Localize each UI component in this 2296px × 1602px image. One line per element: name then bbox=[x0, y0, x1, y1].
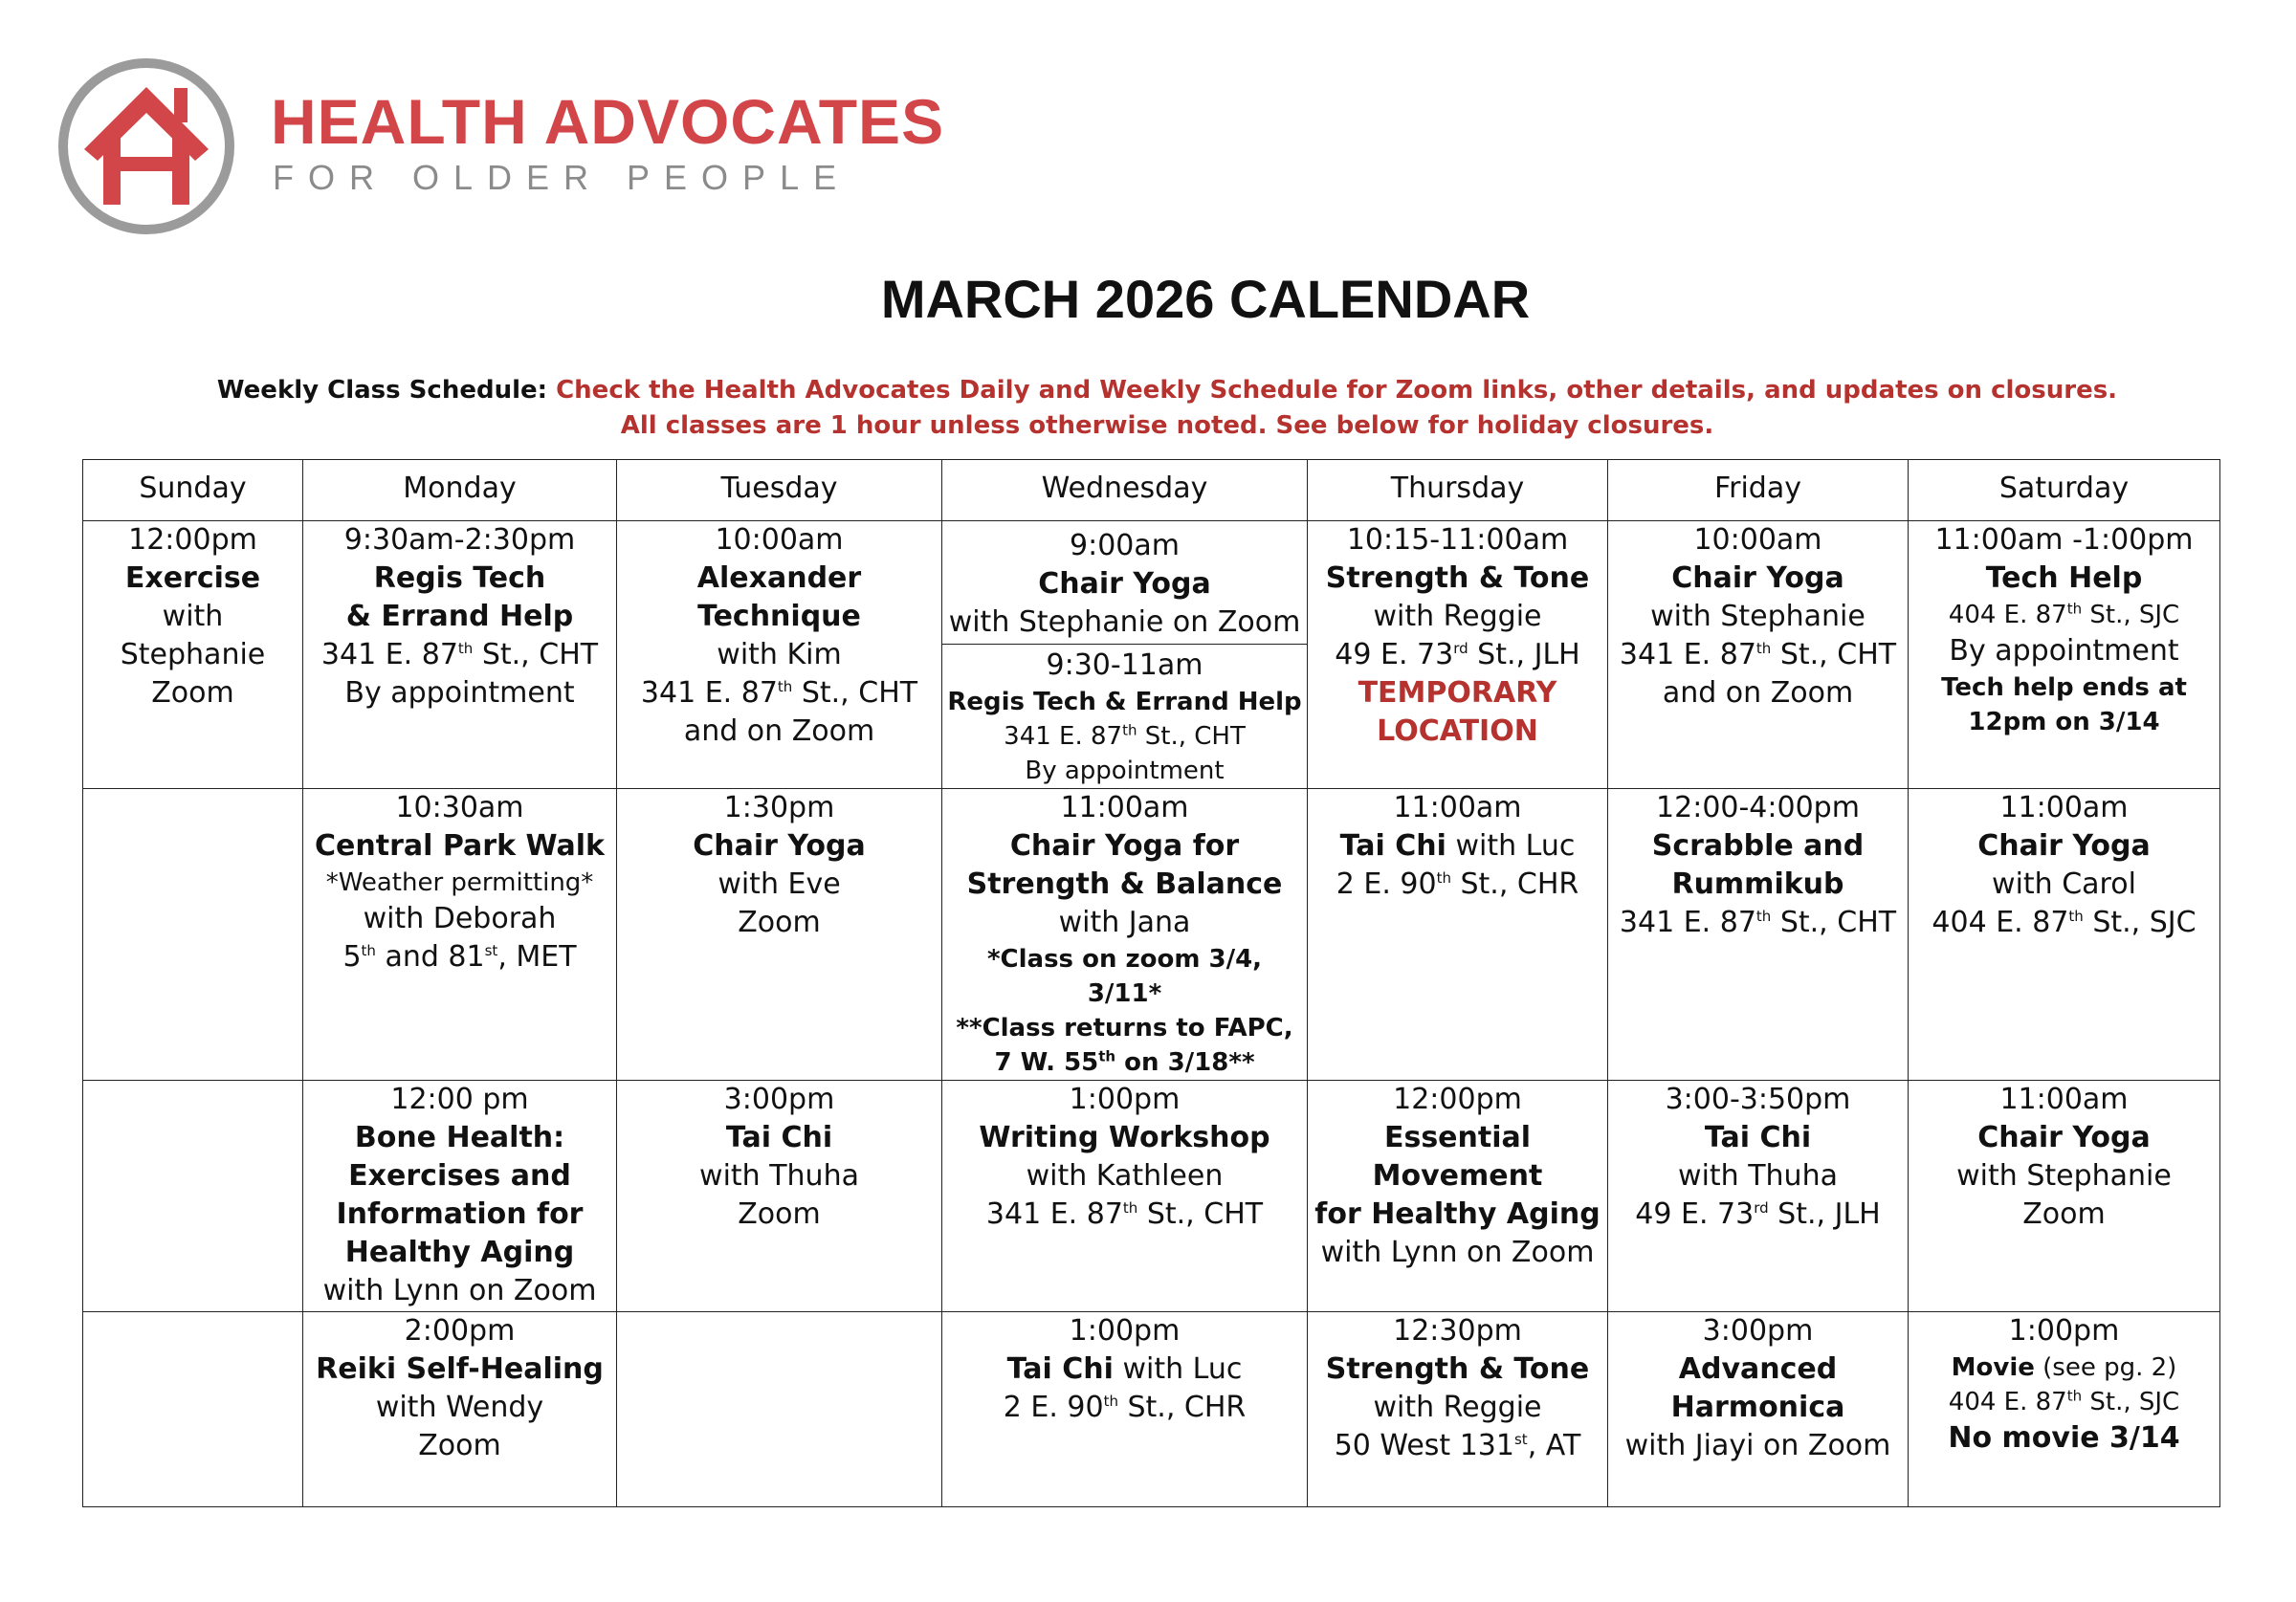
schedule-note-line2: All classes are 1 hour unless otherwise noted. See below for holiday closures. bbox=[620, 411, 1714, 440]
calendar-cell bbox=[303, 1081, 617, 1312]
class-title: Bone Health: bbox=[354, 1121, 565, 1154]
class-title: & Errand Help bbox=[345, 600, 574, 633]
class-time: 3:00pm bbox=[723, 1083, 835, 1116]
class-address: 5th and 81st, MET bbox=[342, 940, 577, 974]
class-location: Zoom bbox=[151, 676, 234, 710]
class-title: Writing Workshop bbox=[979, 1121, 1270, 1154]
class-title: Rummikub bbox=[1671, 867, 1844, 901]
class-time: 10:30am bbox=[395, 791, 524, 824]
calendar-cell bbox=[1308, 1312, 1608, 1507]
class-address: 341 E. 87th St., CHT bbox=[320, 638, 599, 671]
class-instructor: with Thuha bbox=[1678, 1159, 1838, 1193]
class-title: Essential bbox=[1383, 1121, 1532, 1154]
class-location: and on Zoom bbox=[683, 714, 875, 748]
day-header-monday: Monday bbox=[303, 460, 617, 521]
class-time: 10:00am bbox=[715, 523, 844, 557]
calendar-cell bbox=[1308, 789, 1608, 1081]
class-instructor: with Kathleen bbox=[1026, 1159, 1224, 1193]
class-time: 11:00am bbox=[1999, 1083, 2129, 1116]
class-block bbox=[942, 521, 1307, 645]
class-title: Tai Chi bbox=[1339, 829, 1446, 863]
calendar-cell bbox=[617, 789, 942, 1081]
week-row bbox=[83, 789, 2220, 1081]
calendar-cell bbox=[1909, 1312, 2220, 1507]
class-detail: By appointment bbox=[1949, 634, 2179, 668]
class-time: 1:00pm bbox=[1069, 1314, 1181, 1348]
class-note: **Class returns to FAPC, bbox=[956, 1014, 1293, 1042]
class-time: 3:00pm bbox=[1702, 1314, 1814, 1348]
class-time: 11:00am bbox=[1393, 791, 1522, 824]
calendar-cell bbox=[942, 1312, 1308, 1507]
class-location: Zoom bbox=[2022, 1197, 2106, 1231]
class-detail: with bbox=[162, 600, 224, 633]
class-title-line: Movie (see pg. 2) bbox=[1951, 1353, 2177, 1382]
calendar-cell bbox=[303, 521, 617, 789]
class-instructor: with Thuha bbox=[699, 1159, 859, 1193]
class-time: 12:00 pm bbox=[390, 1083, 529, 1116]
class-instructor: with Stephanie on Zoom bbox=[948, 605, 1301, 639]
class-title: Exercises and bbox=[348, 1159, 571, 1193]
class-address: 404 E. 87th St., SJC bbox=[1948, 1387, 2180, 1416]
class-note: *Weather permitting* bbox=[325, 868, 594, 897]
class-instructor: with Eve bbox=[718, 867, 841, 901]
calendar-cell bbox=[942, 1081, 1308, 1312]
day-header-row bbox=[83, 460, 2220, 521]
class-location: Zoom bbox=[738, 1197, 821, 1231]
calendar-table bbox=[82, 459, 2220, 1507]
calendar-cell bbox=[1909, 1081, 2220, 1312]
day-header-wednesday: Wednesday bbox=[942, 460, 1308, 521]
class-title: Strength & Tone bbox=[1325, 561, 1590, 595]
class-title: Scrabble and bbox=[1651, 829, 1865, 863]
class-time: 12:00pm bbox=[128, 523, 257, 557]
calendar-cell bbox=[942, 789, 1308, 1081]
class-note: 12pm on 3/14 bbox=[1968, 708, 2160, 736]
calendar-cell bbox=[83, 521, 303, 789]
class-title: Information for bbox=[336, 1197, 584, 1231]
class-title: Healthy Aging bbox=[344, 1236, 575, 1269]
page-title: MARCH 2026 CALENDAR bbox=[880, 269, 1531, 329]
class-block bbox=[942, 645, 1307, 788]
class-detail: By appointment bbox=[344, 676, 575, 710]
class-instructor: with Jiayi on Zoom bbox=[1624, 1429, 1891, 1462]
class-title: for Healthy Aging bbox=[1314, 1197, 1601, 1231]
class-title: Chair Yoga bbox=[1977, 1121, 2151, 1154]
class-title: Chair Yoga bbox=[693, 829, 866, 863]
class-address: 341 E. 87th St., CHT bbox=[1619, 906, 1897, 939]
calendar-cell bbox=[617, 521, 942, 789]
class-address: 341 E. 87th St., CHT bbox=[640, 676, 918, 710]
class-title: Chair Yoga bbox=[1671, 561, 1844, 595]
class-note: Tech help ends at bbox=[1941, 673, 2187, 702]
calendar-cell bbox=[1608, 789, 1909, 1081]
class-title: Alexander bbox=[696, 561, 862, 595]
calendar-cell-empty bbox=[617, 1312, 942, 1507]
day-header-thursday: Thursday bbox=[1308, 460, 1608, 521]
class-address: 341 E. 87th St., CHT bbox=[1004, 721, 1246, 751]
class-title: Tai Chi bbox=[1704, 1121, 1812, 1154]
calendar-cell bbox=[942, 521, 1308, 789]
calendar-cell bbox=[1308, 521, 1608, 789]
class-title: Chair Yoga bbox=[1038, 567, 1211, 601]
day-header-saturday: Saturday bbox=[1909, 460, 2220, 521]
house-h-logo-icon bbox=[55, 55, 237, 237]
calendar-cell bbox=[1909, 789, 2220, 1081]
org-name: HEALTH ADVOCATES bbox=[271, 86, 945, 157]
calendar-cell bbox=[303, 1312, 617, 1507]
class-instructor: with Lynn on Zoom bbox=[322, 1274, 597, 1307]
class-address: 49 E. 73rd St., JLH bbox=[1635, 1197, 1881, 1231]
class-address: 404 E. 87th St., SJC bbox=[1948, 600, 2180, 629]
class-instructor: with Stephanie bbox=[1650, 600, 1866, 633]
schedule-note-text: Check the Health Advocates Daily and Weekly Schedule for Zoom links, other details, and updates on closures. bbox=[556, 376, 2118, 405]
calendar-cell bbox=[617, 1081, 942, 1312]
class-title-line: Tai Chi with Luc bbox=[1006, 1352, 1243, 1386]
week-row bbox=[83, 1312, 2220, 1507]
class-time: 11:00am bbox=[1060, 791, 1189, 824]
class-instructor: with Carol bbox=[1992, 867, 2136, 901]
class-title: Exercise bbox=[124, 561, 261, 595]
class-instructor: with Reggie bbox=[1373, 600, 1542, 633]
class-title: Strength & Tone bbox=[1325, 1352, 1590, 1386]
class-location: and on Zoom bbox=[1662, 676, 1854, 710]
class-note: No movie 3/14 bbox=[1948, 1421, 2180, 1455]
class-instructor: with Kim bbox=[717, 638, 842, 671]
class-time: 11:00am bbox=[1999, 791, 2129, 824]
class-time: 10:00am bbox=[1693, 523, 1822, 557]
class-note: 7 W. 55th on 3/18** bbox=[994, 1047, 1255, 1077]
class-title: Strength & Balance bbox=[966, 867, 1283, 901]
class-time: 9:30-11am bbox=[1046, 648, 1203, 682]
class-title: Tai Chi bbox=[725, 1121, 833, 1154]
class-instructor: with Stephanie bbox=[1956, 1159, 2172, 1193]
class-title: Central Park Walk bbox=[315, 829, 605, 863]
schedule-note-label: Weekly Class Schedule: bbox=[216, 376, 548, 405]
class-instructor: with Jana bbox=[1058, 906, 1191, 939]
class-location: Zoom bbox=[418, 1429, 501, 1462]
class-title: Regis Tech & Errand Help bbox=[947, 688, 1302, 716]
class-location: Zoom bbox=[738, 906, 821, 939]
class-note: *Class on zoom 3/4, 3/11* bbox=[986, 945, 1263, 1008]
calendar-cell-empty bbox=[83, 1312, 303, 1507]
class-time: 12:30pm bbox=[1393, 1314, 1522, 1348]
calendar-cell-empty bbox=[83, 789, 303, 1081]
class-address: 404 E. 87th St., SJC bbox=[1932, 906, 2197, 939]
class-time: 11:00am -1:00pm bbox=[1934, 523, 2194, 557]
class-time: 12:00pm bbox=[1393, 1083, 1522, 1116]
class-title: Tech Help bbox=[1985, 561, 2143, 595]
temporary-location-alert: TEMPORARY bbox=[1358, 676, 1557, 710]
class-title: Harmonica bbox=[1670, 1391, 1845, 1424]
class-address: 341 E. 87th St., CHT bbox=[1619, 638, 1897, 671]
class-address: 2 E. 90th St., CHR bbox=[1336, 867, 1579, 901]
class-address: 2 E. 90th St., CHR bbox=[1003, 1391, 1247, 1424]
calendar-cell bbox=[1608, 1081, 1909, 1312]
day-header-tuesday: Tuesday bbox=[617, 460, 942, 521]
class-time: 3:00-3:50pm bbox=[1665, 1083, 1851, 1116]
class-address: 49 E. 73rd St., JLH bbox=[1335, 638, 1580, 671]
class-title: Reiki Self-Healing bbox=[316, 1352, 604, 1386]
class-instructor: with Reggie bbox=[1373, 1391, 1542, 1424]
temporary-location-alert: LOCATION bbox=[1377, 714, 1538, 748]
class-title: Technique bbox=[697, 600, 861, 633]
week-row bbox=[83, 1081, 2220, 1312]
class-time: 2:00pm bbox=[404, 1314, 516, 1348]
class-instructor: Stephanie bbox=[120, 638, 266, 671]
calendar-cell bbox=[303, 789, 617, 1081]
calendar-cell bbox=[1608, 1312, 1909, 1507]
class-time: 1:30pm bbox=[723, 791, 835, 824]
class-instructor: with Wendy bbox=[375, 1391, 544, 1424]
calendar-cell bbox=[1308, 1081, 1608, 1312]
schedule-note-line1 bbox=[0, 376, 2296, 405]
class-title: Tai Chi bbox=[1006, 1352, 1114, 1386]
class-address: 50 West 131st, AT bbox=[1334, 1429, 1581, 1462]
calendar-cell bbox=[1608, 521, 1909, 789]
class-instructor: with Lynn on Zoom bbox=[1320, 1236, 1595, 1269]
class-title: Chair Yoga for bbox=[1009, 829, 1240, 863]
day-header-sunday: Sunday bbox=[83, 460, 303, 521]
class-time: 9:00am bbox=[1070, 529, 1180, 562]
class-title: Movement bbox=[1372, 1159, 1543, 1193]
class-time: 10:15-11:00am bbox=[1346, 523, 1569, 557]
class-address: 341 E. 87th St., CHT bbox=[985, 1197, 1264, 1231]
week-row bbox=[83, 521, 2220, 789]
class-title-line: Tai Chi with Luc bbox=[1339, 829, 1576, 863]
class-title: Chair Yoga bbox=[1977, 829, 2151, 863]
class-title: Movie bbox=[1951, 1353, 2035, 1382]
class-time: 9:30am-2:30pm bbox=[343, 523, 576, 557]
calendar-cell bbox=[1909, 521, 2220, 789]
org-tagline: FOR OLDER PEOPLE bbox=[273, 158, 851, 197]
class-detail: By appointment bbox=[1025, 757, 1225, 785]
class-time: 1:00pm bbox=[1069, 1083, 1181, 1116]
class-instructor: with Deborah bbox=[363, 902, 557, 935]
class-title: Regis Tech bbox=[373, 561, 546, 595]
class-time: 12:00-4:00pm bbox=[1656, 791, 1860, 824]
class-time: 1:00pm bbox=[2008, 1314, 2120, 1348]
day-header-friday: Friday bbox=[1608, 460, 1909, 521]
class-title: Advanced bbox=[1678, 1352, 1838, 1386]
calendar-cell-empty bbox=[83, 1081, 303, 1312]
